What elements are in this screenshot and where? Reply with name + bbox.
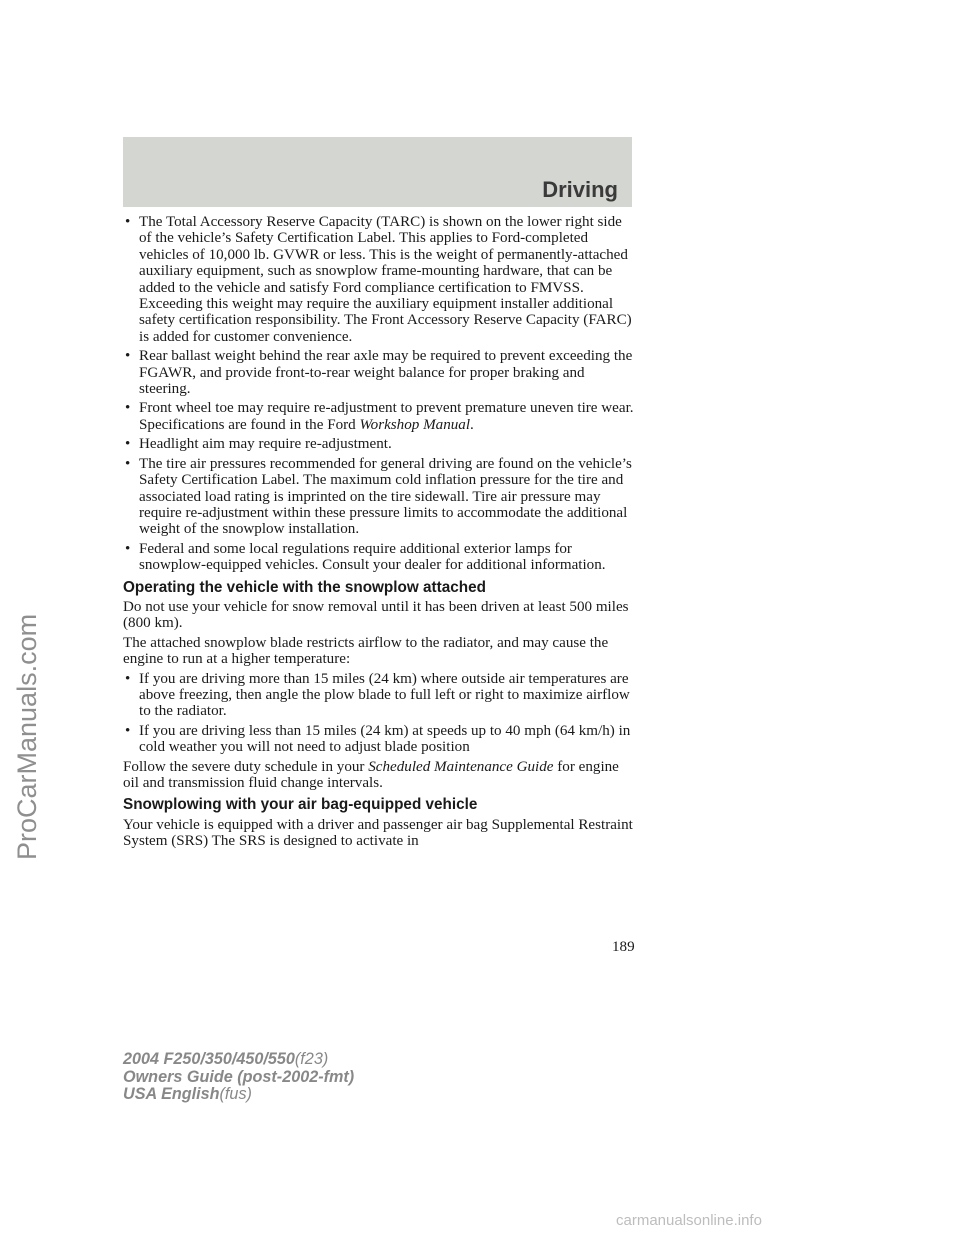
bullet-list-airflow (123, 671, 638, 756)
list-item (123, 723, 638, 756)
list-item-text: The tire air pressures recommended for general driving are found on the vehicle’s Safety Certification Label. The maximum cold inflation pressure for the tire and associated load rating is imprinted on the tire sidewall. Tire air pressure may require re-adjustment within these pressure limits to accommodate the additional weight of the snowplow installation. (139, 455, 632, 538)
footer-language: USA English (123, 1085, 220, 1103)
list-item-text: If you are driving more than 15 miles (24 km) where outside air temperatures are above freezing, then angle the plow blade to full left or right to maximize airflow to the radiator. (139, 670, 630, 720)
paragraph: The attached snowplow blade restricts airflow to the radiator, and may cause the engine to run at a higher temperature: (123, 634, 609, 668)
footer-model-code: (f23) (294, 1050, 329, 1068)
guide-title: Scheduled Maintenance Guide (368, 758, 554, 775)
paragraph (123, 759, 638, 792)
paragraph-text-end: for engine oil and transmission fluid change intervals. (123, 758, 619, 791)
bottom-watermark: carmanualsonline.info (616, 1212, 762, 1229)
section-title: Driving (542, 177, 618, 202)
footer-line-language (123, 1086, 354, 1104)
list-item (123, 541, 638, 574)
footer-line-model (123, 1051, 354, 1069)
list-item-text: Rear ballast weight behind the rear axle may be required to prevent exceeding the FGAWR, and provide front-to-rear weight balance for proper braking and steering. (139, 348, 633, 398)
list-item-text-end: . (470, 416, 474, 433)
bullet-marker: • (125, 722, 131, 739)
bullet-marker: • (125, 455, 131, 472)
list-item-text: Front wheel toe may require re-adjustment to prevent premature uneven tire wear. Specifications are found in the Ford (139, 400, 634, 433)
paragraph: Do not use your vehicle for snow removal until it has been driven at least 500 miles (800 km). (123, 598, 629, 632)
list-item (123, 214, 638, 345)
list-item (123, 400, 638, 433)
footer-model: 2004 F250/350/450/550 (123, 1050, 295, 1068)
footer-line-guide: Owners Guide (post-2002-fmt) (123, 1067, 355, 1086)
bullet-list-requirements (123, 214, 638, 574)
bullet-marker: • (125, 670, 131, 687)
list-item (123, 436, 638, 452)
bullet-marker: • (125, 436, 131, 453)
page-content (123, 214, 638, 853)
heading-airbag-vehicle: Snowplowing with your air bag-equipped vehicle (123, 796, 478, 814)
section-header-band (123, 137, 632, 207)
list-item-text: Headlight aim may require re-adjustment. (139, 436, 392, 453)
paragraph-text: Follow the severe duty schedule in your (123, 758, 369, 775)
side-watermark: ProCarManuals.com (12, 613, 42, 860)
page-number: 189 (612, 939, 635, 955)
list-item (123, 671, 638, 720)
list-item-text: If you are driving less than 15 miles (24 km) at speeds up to 40 mph (64 km/h) in cold weather you will not need to adjust blade position (139, 722, 631, 756)
bullet-marker: • (125, 400, 131, 417)
bullet-marker: • (125, 540, 131, 557)
bullet-marker: • (125, 214, 131, 230)
heading-operating-with-snowplow: Operating the vehicle with the snowplow attached (123, 578, 486, 596)
document-footer (123, 1051, 354, 1104)
footer-language-code: (fus) (219, 1085, 252, 1103)
list-item-text: Federal and some local regulations require additional exterior lamps for snowplow-equipped vehicles. Consult your dealer for additional information. (139, 540, 606, 574)
list-item-text: The Total Accessory Reserve Capacity (TARC) is shown on the lower right side of the vehicle’s Safety Certification Label. This applies to Ford-completed vehicles of 10,000 lb. GVWR or less. This is the weight of permanently-attached auxiliary equipment, such as snowplow frame-mounting hardware, that can be added to the vehicle and satisfy Ford compliance certification to FMVSS. Exceeding this weight may require the auxiliary equipment installer additional safety certification responsibility. The Front Accessory Reserve Capacity (FARC) is added for customer convenience. (139, 214, 632, 345)
list-item (123, 456, 638, 538)
paragraph: Your vehicle is equipped with a driver and passenger air bag Supplemental Restraint System (SRS) The SRS is designed to activate in (123, 816, 633, 850)
list-item (123, 348, 638, 397)
bullet-marker: • (125, 348, 131, 365)
manual-title: Workshop Manual (359, 416, 471, 433)
